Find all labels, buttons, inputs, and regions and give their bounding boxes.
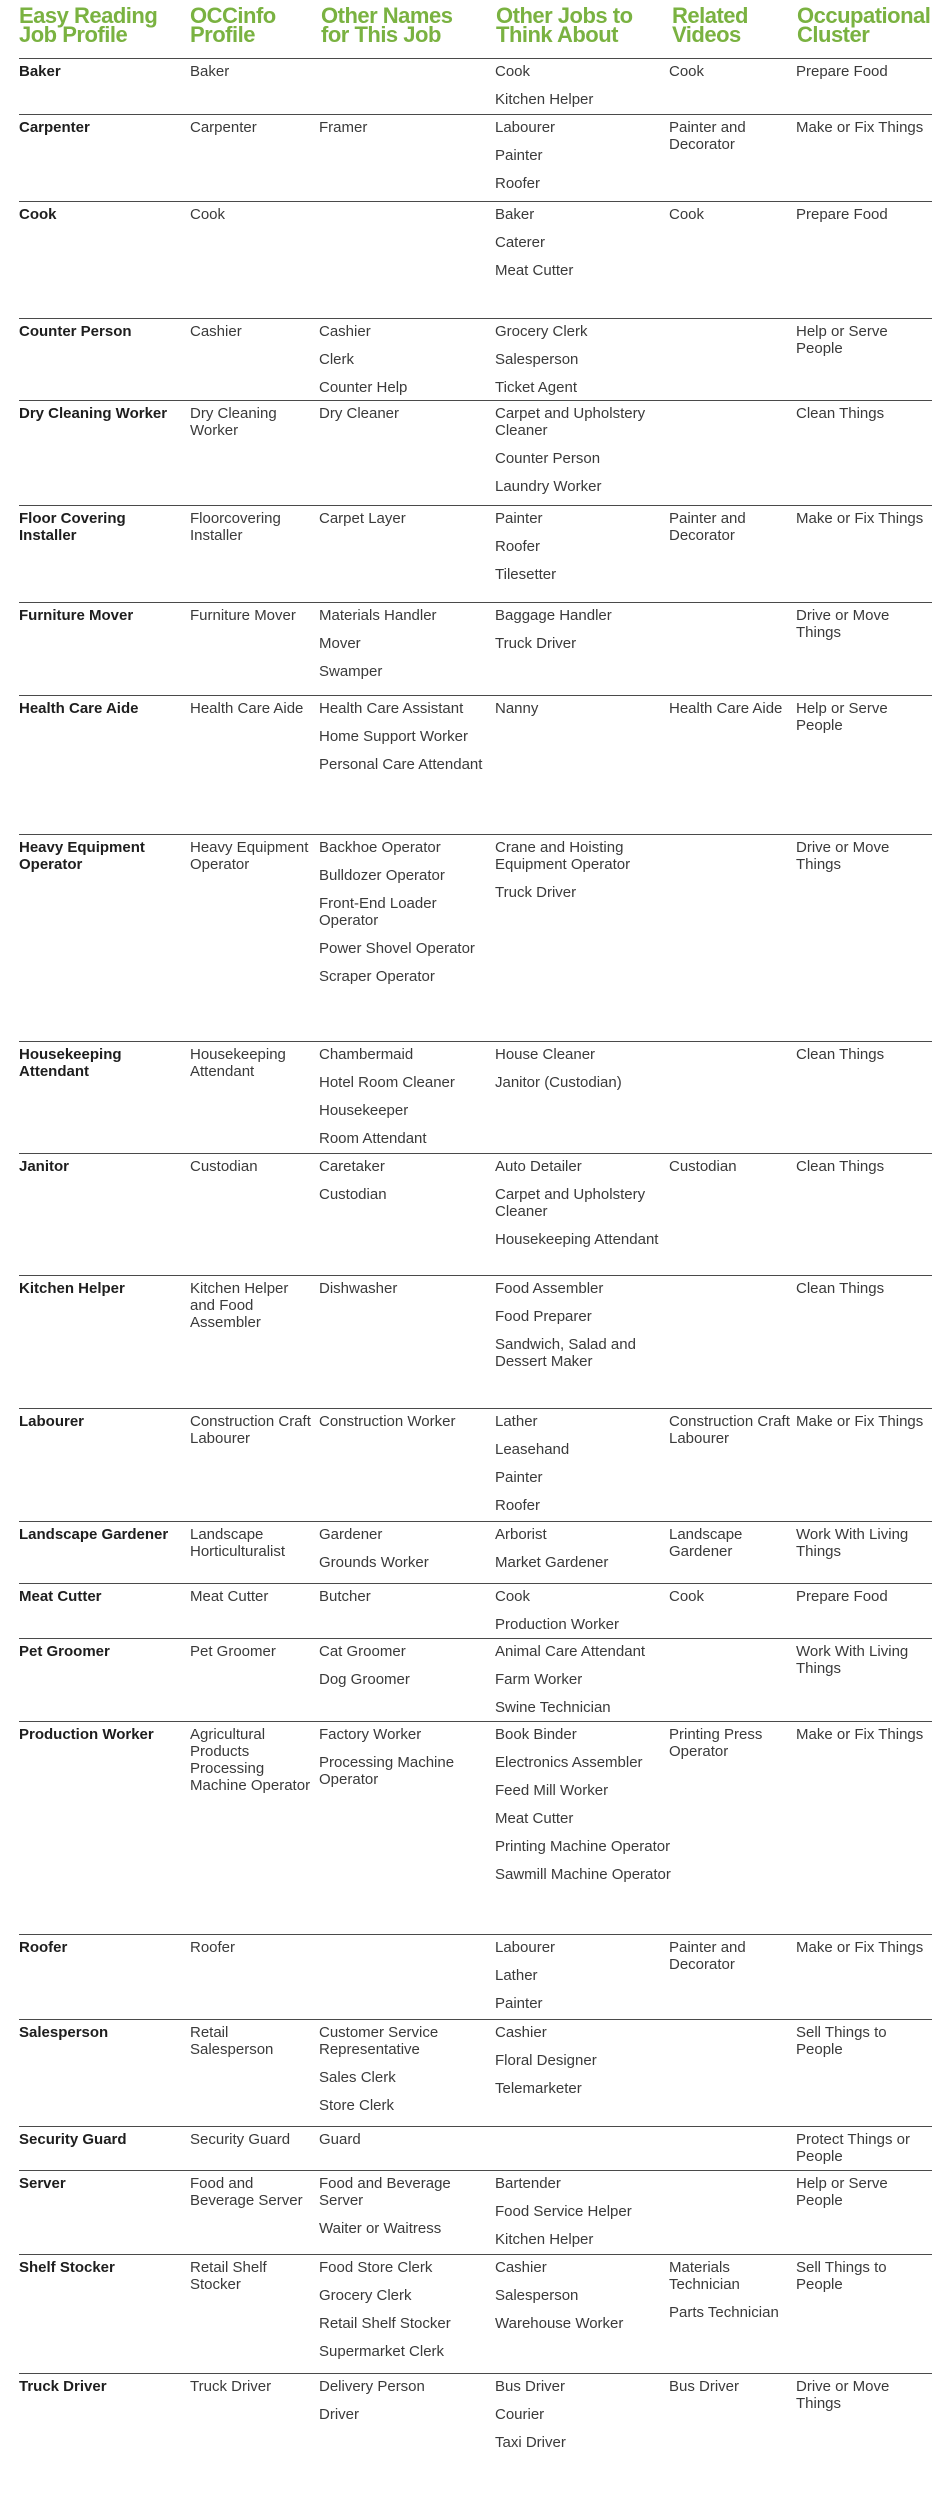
table-row	[19, 505, 932, 603]
table-row	[19, 1275, 932, 1409]
job-profile-name: Baker	[19, 63, 61, 80]
list-item: Construction Craft Labourer	[669, 1413, 790, 1447]
list-item: Salesperson	[495, 2287, 579, 2304]
job-profile-name: Dry Cleaning Worker	[19, 405, 168, 422]
list-item: Painter	[495, 510, 543, 527]
occupational-cluster: Work With Living Things	[796, 1526, 909, 1560]
list-item: Dog Groomer	[319, 1671, 410, 1688]
list-item: Factory Worker	[319, 1726, 422, 1743]
list-item: Sales Clerk	[319, 2069, 396, 2086]
list-item: Sawmill Machine Operator	[495, 1866, 671, 1883]
job-profile-name: Janitor	[19, 1158, 70, 1175]
list-item: Painter	[495, 147, 543, 164]
occinfo-profile: Heavy Equipment Operator	[190, 839, 309, 873]
list-item: Truck Driver	[495, 635, 577, 652]
occupational-cluster: Work With Living Things	[796, 1643, 909, 1677]
list-item: Arborist	[495, 1526, 547, 1543]
other-jobs-list	[495, 1158, 675, 1259]
related-videos-list	[669, 63, 794, 91]
table-row	[19, 695, 932, 835]
list-item: Power Shovel Operator	[319, 940, 475, 957]
other-names-list	[319, 1526, 489, 1582]
list-item: Materials Technician	[669, 2259, 740, 2293]
table-row	[19, 400, 932, 506]
list-item: Cook	[495, 1588, 531, 1605]
other-names-list	[319, 607, 489, 691]
other-jobs-list	[495, 1280, 675, 1381]
list-item: Cashier	[495, 2259, 547, 2276]
other-jobs-list	[495, 510, 675, 594]
list-item: Custodian	[319, 1186, 387, 1203]
table-row	[19, 1638, 932, 1722]
list-item: Ticket Agent	[495, 379, 577, 396]
related-videos-list	[669, 1939, 794, 1984]
job-profile-name: Salesperson	[19, 2024, 109, 2041]
list-item: Tilesetter	[495, 566, 557, 583]
list-item: Production Worker	[495, 1616, 619, 1633]
occupational-cluster: Prepare Food	[796, 63, 888, 80]
other-jobs-list	[495, 119, 675, 203]
table-row	[19, 1408, 932, 1522]
list-item: Cashier	[319, 323, 371, 340]
list-item: Personal Care Attendant	[319, 756, 483, 773]
other-jobs-list	[495, 2175, 675, 2259]
table-row	[19, 2373, 932, 2496]
list-item: Painter	[495, 1469, 543, 1486]
occupational-cluster: Clean Things	[796, 405, 885, 422]
related-videos-list	[669, 2259, 794, 2332]
other-jobs-list	[495, 206, 675, 290]
other-jobs-list	[495, 1726, 675, 1894]
occupational-cluster: Help or Serve People	[796, 700, 888, 734]
other-names-list	[319, 839, 489, 996]
list-item: Lather	[495, 1967, 538, 1984]
list-item: Salesperson	[495, 351, 579, 368]
other-names-list	[319, 2131, 489, 2159]
other-names-list	[319, 1158, 489, 1214]
table-row	[19, 1521, 932, 1584]
list-item: Feed Mill Worker	[495, 1782, 609, 1799]
table-row	[19, 1041, 932, 1154]
other-jobs-list	[495, 1413, 675, 1525]
header-line: Cluster	[797, 22, 870, 47]
list-item: Grocery Clerk	[495, 323, 588, 340]
list-item: Carpet and Upholstery Cleaner	[495, 1186, 646, 1220]
table-row	[19, 1934, 932, 2020]
list-item: Processing Machine Operator	[319, 1754, 455, 1788]
list-item: House Cleaner	[495, 1046, 596, 1063]
occinfo-profile: Kitchen Helper and Food Assembler	[190, 1280, 289, 1331]
list-item: Bus Driver	[669, 2378, 740, 2395]
list-item: Sandwich, Salad and Dessert Maker	[495, 1336, 636, 1370]
list-item: Labourer	[495, 1939, 556, 1956]
occinfo-profile: Custodian	[190, 1158, 258, 1175]
list-item: Meat Cutter	[495, 262, 574, 279]
list-item: Food Assembler	[495, 1280, 604, 1297]
table-row	[19, 318, 932, 401]
list-item: Home Support Worker	[319, 728, 468, 745]
table-row	[19, 2019, 932, 2127]
occinfo-profile: Pet Groomer	[190, 1643, 276, 1660]
list-item: Caterer	[495, 234, 546, 251]
occupational-cluster: Make or Fix Things	[796, 119, 924, 136]
list-item: Courier	[495, 2406, 545, 2423]
table-row	[19, 602, 932, 696]
other-jobs-list	[495, 1526, 675, 1582]
other-names-list	[319, 1643, 489, 1699]
other-jobs-list	[495, 1588, 675, 1644]
occupational-cluster: Make or Fix Things	[796, 1726, 924, 1743]
related-videos-list	[669, 206, 794, 234]
header-line: Occupational	[797, 3, 931, 28]
header-line: Easy Reading	[19, 3, 158, 28]
list-item: Cook	[495, 63, 531, 80]
list-item: Parts Technician	[669, 2304, 779, 2321]
list-item: Electronics Assembler	[495, 1754, 643, 1771]
other-jobs-list	[495, 700, 675, 728]
occinfo-profile: Construction Craft Labourer	[190, 1413, 311, 1447]
list-item: Meat Cutter	[495, 1810, 574, 1827]
list-item: Health Care Aide	[669, 700, 783, 717]
occupational-cluster: Make or Fix Things	[796, 1939, 924, 1956]
other-jobs-list	[495, 2259, 675, 2343]
list-item: Grocery Clerk	[319, 2287, 412, 2304]
list-item: Dry Cleaner	[319, 405, 400, 422]
job-profile-name: Furniture Mover	[19, 607, 134, 624]
job-profile-name: Shelf Stocker	[19, 2259, 115, 2276]
list-item: Construction Worker	[319, 1413, 456, 1430]
related-videos-list	[669, 510, 794, 555]
header-occinfo-profile	[190, 3, 276, 47]
occupational-cluster: Help or Serve People	[796, 323, 888, 357]
occinfo-profile: Furniture Mover	[190, 607, 296, 624]
occupational-cluster: Sell Things to People	[796, 2024, 887, 2058]
list-item: Laundry Worker	[495, 478, 602, 495]
occinfo-profile: Food and Beverage Server	[190, 2175, 303, 2209]
list-item: Scraper Operator	[319, 968, 435, 985]
list-item: Kitchen Helper	[495, 2231, 594, 2248]
table-row	[19, 1583, 932, 1639]
other-jobs-list	[495, 607, 675, 663]
header-line: Job Profile	[19, 22, 128, 47]
occinfo-profile: Health Care Aide	[190, 700, 304, 717]
list-item: Telemarketer	[495, 2080, 582, 2097]
other-jobs-list	[495, 1046, 675, 1102]
list-item: Housekeeping Attendant	[495, 1231, 659, 1248]
occupational-cluster: Make or Fix Things	[796, 1413, 924, 1430]
other-jobs-list	[495, 323, 675, 407]
occupational-cluster: Prepare Food	[796, 206, 888, 223]
related-videos-list	[669, 1158, 794, 1186]
other-jobs-list	[495, 2024, 675, 2108]
occinfo-profile: Carpenter	[190, 119, 257, 136]
list-item: Roofer	[495, 538, 541, 555]
header-line: Profile	[190, 22, 255, 47]
list-item: Book Binder	[495, 1726, 577, 1743]
other-names-list	[319, 405, 489, 433]
occupational-cluster: Prepare Food	[796, 1588, 888, 1605]
list-item: Food Store Clerk	[319, 2259, 433, 2276]
header-line: for This Job	[321, 22, 441, 47]
job-profile-name: Carpenter	[19, 119, 90, 136]
job-profile-name: Heavy Equipment Operator	[19, 839, 145, 873]
job-profile-name: Roofer	[19, 1939, 68, 1956]
list-item: Custodian	[669, 1158, 737, 1175]
list-item: Hotel Room Cleaner	[319, 1074, 455, 1091]
list-item: Labourer	[495, 119, 556, 136]
list-item: Grounds Worker	[319, 1554, 429, 1571]
other-names-list	[319, 1280, 489, 1308]
occinfo-profile: Retail Salesperson	[190, 2024, 274, 2058]
occupational-cluster: Drive or Move Things	[796, 839, 890, 873]
occinfo-profile: Agricultural Products Processing Machine Operator	[190, 1726, 311, 1794]
list-item: Customer Service Representative	[319, 2024, 439, 2058]
list-item: Backhoe Operator	[319, 839, 441, 856]
list-item: Gardener	[319, 1526, 383, 1543]
header-other-names	[321, 3, 453, 47]
list-item: Truck Driver	[495, 884, 577, 901]
related-videos-list	[669, 2378, 794, 2406]
list-item: Painter and Decorator	[669, 1939, 746, 1973]
list-item: Materials Handler	[319, 607, 437, 624]
list-item: Animal Care Attendant	[495, 1643, 646, 1660]
list-item: Caretaker	[319, 1158, 385, 1175]
list-item: Bus Driver	[495, 2378, 566, 2395]
other-names-list	[319, 1413, 489, 1441]
list-item: Store Clerk	[319, 2097, 395, 2114]
list-item: Food Service Helper	[495, 2203, 632, 2220]
other-jobs-list	[495, 63, 675, 119]
job-profile-name: Pet Groomer	[19, 1643, 110, 1660]
list-item: Printing Press Operator	[669, 1726, 763, 1760]
list-item: Cook	[669, 206, 705, 223]
list-item: Swine Technician	[495, 1699, 611, 1716]
other-names-list	[319, 2378, 489, 2434]
list-item: Mover	[319, 635, 361, 652]
list-item: Bulldozer Operator	[319, 867, 445, 884]
list-item: Retail Shelf Stocker	[319, 2315, 451, 2332]
header-occupational-cluster	[797, 3, 931, 47]
occinfo-profile: Floorcovering Installer	[190, 510, 281, 544]
list-item: Cashier	[495, 2024, 547, 2041]
list-item: Painter and Decorator	[669, 510, 746, 544]
header-line: Related	[672, 3, 748, 28]
job-profile-name: Truck Driver	[19, 2378, 107, 2395]
other-names-list	[319, 2175, 489, 2248]
list-item: Food and Beverage Server	[319, 2175, 451, 2209]
list-item: Delivery Person	[319, 2378, 425, 2395]
list-item: Nanny	[495, 700, 539, 717]
occinfo-profile: Truck Driver	[190, 2378, 272, 2395]
related-videos-list	[669, 1526, 794, 1571]
header-job-profile	[19, 3, 158, 47]
list-item: Floral Designer	[495, 2052, 597, 2069]
list-item: Butcher	[319, 1588, 371, 1605]
occinfo-profile: Dry Cleaning Worker	[190, 405, 277, 439]
list-item: Swamper	[319, 663, 383, 680]
list-item: Carpet Layer	[319, 510, 406, 527]
occupational-cluster: Make or Fix Things	[796, 510, 924, 527]
list-item: Farm Worker	[495, 1671, 583, 1688]
table-row	[19, 2126, 932, 2171]
other-jobs-list	[495, 839, 675, 912]
other-names-list	[319, 323, 489, 407]
list-item: Driver	[319, 2406, 359, 2423]
list-item: Bartender	[495, 2175, 561, 2192]
header-line: OCCinfo	[190, 3, 276, 28]
table-row	[19, 1153, 932, 1276]
list-item: Housekeeper	[319, 1102, 409, 1119]
table-row	[19, 201, 932, 319]
job-profile-name: Security Guard	[19, 2131, 127, 2148]
list-item: Supermarket Clerk	[319, 2343, 445, 2360]
related-videos-list	[669, 1588, 794, 1616]
list-item: Counter Help	[319, 379, 408, 396]
header-other-jobs	[496, 3, 633, 47]
header-related-videos	[672, 3, 748, 47]
list-item: Market Gardener	[495, 1554, 609, 1571]
list-item: Cook	[669, 63, 705, 80]
list-item: Cook	[669, 1588, 705, 1605]
table-row	[19, 2254, 932, 2374]
table-row	[19, 2170, 932, 2255]
other-names-list	[319, 1046, 489, 1158]
list-item: Carpet and Upholstery Cleaner	[495, 405, 646, 439]
other-jobs-list	[495, 1939, 675, 2023]
occinfo-profile: Housekeeping Attendant	[190, 1046, 286, 1080]
list-item: Taxi Driver	[495, 2434, 566, 2451]
table-row	[19, 58, 932, 115]
list-item: Baggage Handler	[495, 607, 612, 624]
related-videos-list	[669, 1413, 794, 1458]
occinfo-profile: Landscape Horticulturalist	[190, 1526, 286, 1560]
list-item: Leasehand	[495, 1441, 570, 1458]
list-item: Warehouse Worker	[495, 2315, 624, 2332]
occupational-cluster: Clean Things	[796, 1046, 885, 1063]
occinfo-profile: Roofer	[190, 1939, 236, 1956]
occupational-cluster: Drive or Move Things	[796, 2378, 890, 2412]
list-item: Baker	[495, 206, 535, 223]
occinfo-profile: Baker	[190, 63, 230, 80]
other-names-list	[319, 510, 489, 538]
other-names-list	[319, 119, 489, 147]
list-item: Framer	[319, 119, 368, 136]
job-profile-name: Server	[19, 2175, 66, 2192]
list-item: Landscape Gardener	[669, 1526, 743, 1560]
list-item: Crane and Hoisting Equipment Operator	[495, 839, 631, 873]
list-item: Cat Groomer	[319, 1643, 406, 1660]
other-jobs-list	[495, 1643, 675, 1727]
list-item: Health Care Assistant	[319, 700, 464, 717]
job-profile-name: Counter Person	[19, 323, 132, 340]
table-row	[19, 114, 932, 202]
job-profile-name: Floor Covering Installer	[19, 510, 126, 544]
list-item: Painter	[495, 1995, 543, 2012]
other-names-list	[319, 2259, 489, 2371]
other-names-list	[319, 1726, 489, 1799]
job-profile-name: Health Care Aide	[19, 700, 139, 717]
list-item: Guard	[319, 2131, 361, 2148]
header-line: Videos	[672, 22, 741, 47]
occinfo-profile: Retail Shelf Stocker	[190, 2259, 267, 2293]
other-names-list	[319, 700, 489, 784]
occupational-cluster: Sell Things to People	[796, 2259, 887, 2293]
job-profile-name: Meat Cutter	[19, 1588, 102, 1605]
list-item: Counter Person	[495, 450, 601, 467]
related-videos-list	[669, 119, 794, 164]
list-item: Clerk	[319, 351, 355, 368]
list-item: Printing Machine Operator	[495, 1838, 671, 1855]
list-item: Auto Detailer	[495, 1158, 582, 1175]
occinfo-profile: Meat Cutter	[190, 1588, 269, 1605]
occupational-cluster: Help or Serve People	[796, 2175, 888, 2209]
occupational-cluster: Clean Things	[796, 1280, 885, 1297]
header-line: Other Jobs to	[496, 3, 633, 28]
occinfo-profile: Cook	[190, 206, 226, 223]
table-row	[19, 1721, 932, 1935]
list-item: Chambermaid	[319, 1046, 414, 1063]
list-item: Waiter or Waitress	[319, 2220, 442, 2237]
occupational-cluster: Clean Things	[796, 1158, 885, 1175]
list-item: Dishwasher	[319, 1280, 398, 1297]
list-item: Food Preparer	[495, 1308, 592, 1325]
job-profile-name: Cook	[19, 206, 57, 223]
occupational-cluster: Protect Things or People	[796, 2131, 910, 2165]
other-names-list	[319, 2024, 489, 2125]
job-profile-name: Landscape Gardener	[19, 1526, 169, 1543]
list-item: Front-End Loader Operator	[319, 895, 437, 929]
list-item: Roofer	[495, 175, 541, 192]
table-row	[19, 834, 932, 1042]
list-item: Lather	[495, 1413, 538, 1430]
list-item: Janitor (Custodian)	[495, 1074, 622, 1091]
job-profile-name: Production Worker	[19, 1726, 154, 1743]
related-videos-list	[669, 1726, 794, 1771]
header-line: Think About	[496, 22, 618, 47]
list-item: Painter and Decorator	[669, 119, 746, 153]
header-line: Other Names	[321, 3, 453, 28]
list-item: Room Attendant	[319, 1130, 427, 1147]
job-profile-name: Kitchen Helper	[19, 1280, 125, 1297]
list-item: Kitchen Helper	[495, 91, 594, 108]
occinfo-profile: Security Guard	[190, 2131, 291, 2148]
other-names-list	[319, 1588, 489, 1616]
list-item: Roofer	[495, 1497, 541, 1514]
related-videos-list	[669, 700, 794, 728]
occinfo-profile: Cashier	[190, 323, 242, 340]
other-jobs-list	[495, 405, 675, 506]
other-jobs-list	[495, 2378, 675, 2462]
job-profile-name: Housekeeping Attendant	[19, 1046, 122, 1080]
occupational-cluster: Drive or Move Things	[796, 607, 890, 641]
job-profile-name: Labourer	[19, 1413, 85, 1430]
